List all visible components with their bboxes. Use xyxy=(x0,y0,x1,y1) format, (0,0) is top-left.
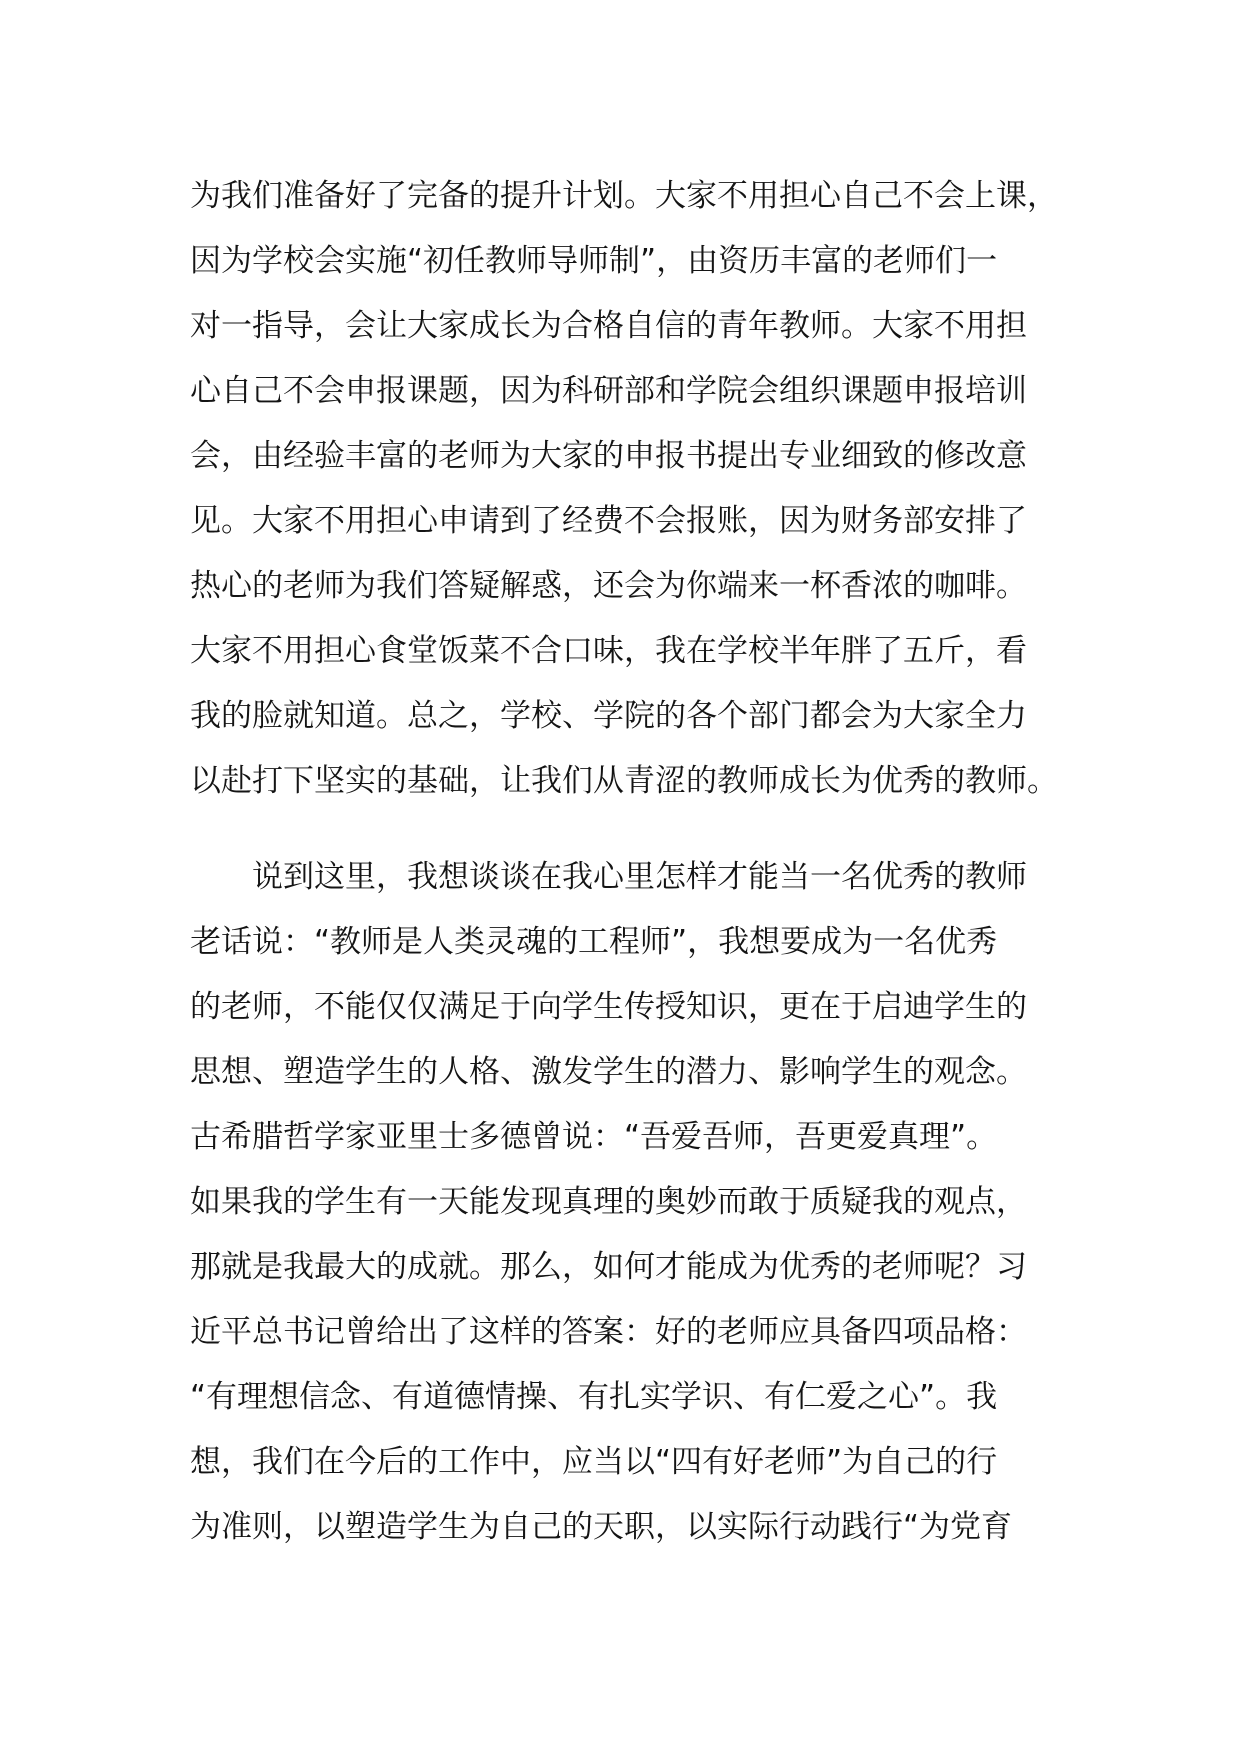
text-line: 思想、塑造学生的人格、激发学生的潜力、影响学生的观念。 xyxy=(190,1054,1027,1090)
text-line: 近平总书记曾给出了这样的答案：好的老师应具备四项品格： xyxy=(190,1314,1027,1350)
paragraph-2 xyxy=(190,845,1090,1560)
text-line: 因为学校会实施“初任教师导师制”，由资历丰富的老师们一 xyxy=(190,243,998,279)
text-line: 想，我们在今后的工作中，应当以“四有好老师”为自己的行 xyxy=(190,1444,998,1480)
text-line: 老话说：“教师是人类灵魂的工程师”，我想要成为一名优秀 xyxy=(190,924,998,960)
paragraph-1 xyxy=(190,164,1090,814)
text-line: 以赴打下坚实的基础，让我们从青涩的教师成长为优秀的教师。 xyxy=(190,763,1058,799)
text-line: 如果我的学生有一天能发现真理的奥妙而敢于质疑我的观点， xyxy=(190,1184,1027,1220)
text-line: 见。大家不用担心申请到了经费不会报账，因为财务部安排了 xyxy=(190,503,1027,539)
text-line: 的老师，不能仅仅满足于向学生传授知识，更在于启迪学生的 xyxy=(190,989,1027,1025)
text-line: 古希腊哲学家亚里士多德曾说：“吾爱吾师，吾更爱真理”。 xyxy=(190,1119,998,1155)
text-line: 大家不用担心食堂饭菜不合口味，我在学校半年胖了五斤，看 xyxy=(190,633,1027,669)
text-line: 会，由经验丰富的老师为大家的申报书提出专业细致的修改意 xyxy=(190,438,1027,474)
text-line: 对一指导，会让大家成长为合格自信的青年教师。大家不用担 xyxy=(190,308,1027,344)
text-line: 那就是我最大的成就。那么，如何才能成为优秀的老师呢？习 xyxy=(190,1249,1027,1285)
text-line: 说到这里，我想谈谈在我心里怎样才能当一名优秀的教师 xyxy=(190,859,1027,895)
text-line: 我的脸就知道。总之，学校、学院的各个部门都会为大家全力 xyxy=(190,698,1027,734)
text-line: 心自己不会申报课题，因为科研部和学院会组织课题申报培训 xyxy=(190,373,1027,409)
text-line: 为我们准备好了完备的提升计划。大家不用担心自己不会上课， xyxy=(190,178,1058,214)
text-line: 为准则，以塑造学生为自己的天职，以实际行动践行“为党育 xyxy=(190,1509,1013,1545)
text-line: “有理想信念、有道德情操、有扎实学识、有仁爱之心”。我 xyxy=(190,1379,998,1415)
text-line: 热心的老师为我们答疑解惑，还会为你端来一杯香浓的咖啡。 xyxy=(190,568,1027,604)
